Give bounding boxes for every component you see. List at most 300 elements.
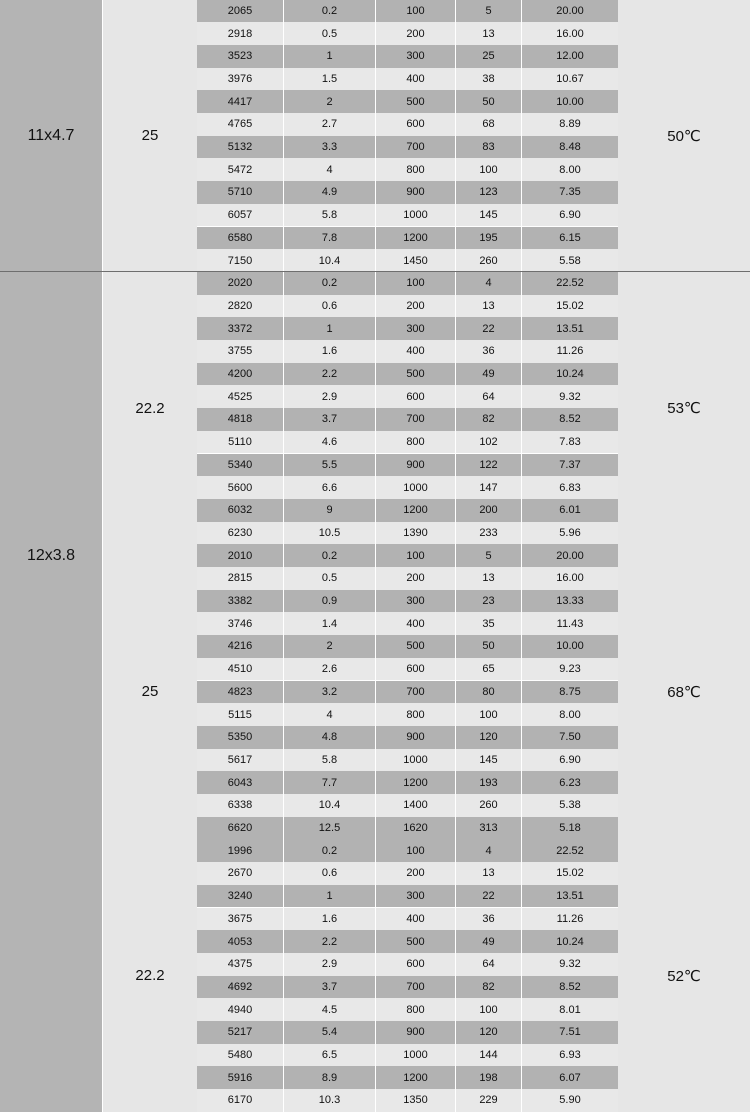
table-row	[197, 930, 618, 953]
power-cell: 195	[456, 227, 522, 250]
table-row	[197, 113, 618, 136]
rpm-cell: 6170	[197, 1089, 284, 1112]
rpm-cell: 4200	[197, 363, 284, 386]
table-row	[197, 476, 618, 499]
efficiency-cell: 6.93	[559, 1049, 581, 1062]
rpm-cell: 4818	[197, 408, 284, 431]
weight-cell: 700	[376, 136, 456, 159]
current-cell: 4.5	[284, 998, 376, 1021]
rpm-cell: 3675	[197, 908, 284, 931]
power-cell: 80	[456, 681, 522, 704]
power-cell: 4	[456, 272, 522, 295]
power-cell: 4	[456, 839, 522, 862]
voltage-label: 22.2	[135, 967, 165, 985]
efficiency-cell: 22.52	[556, 844, 584, 857]
efficiency-cell: 8.75	[559, 685, 581, 698]
rpm-cell: 5350	[197, 726, 284, 749]
power-cell: 65	[456, 658, 522, 681]
efficiency-cell: 5.96	[559, 526, 581, 539]
current-cell: 3.7	[284, 408, 376, 431]
efficiency-cell: 6.90	[559, 753, 581, 766]
weight-cell: 1400	[376, 794, 456, 817]
current-cell: 10.4	[284, 794, 376, 817]
current-cell: 5.8	[284, 749, 376, 772]
current-cell: 2.6	[284, 658, 376, 681]
power-cell: 102	[456, 431, 522, 454]
table-row	[197, 363, 618, 386]
power-cell: 13	[456, 862, 522, 885]
table-row	[197, 68, 618, 91]
current-cell: 0.2	[284, 544, 376, 567]
efficiency-cell: 10.00	[556, 95, 584, 108]
voltage-cell	[102, 0, 197, 272]
power-cell: 13	[456, 22, 522, 45]
power-cell: 313	[456, 817, 522, 840]
weight-cell: 700	[376, 681, 456, 704]
weight-cell: 600	[376, 113, 456, 136]
table-row	[197, 431, 618, 454]
efficiency-cell: 11.26	[556, 912, 584, 925]
current-cell: 10.3	[284, 1089, 376, 1112]
temperature-cell	[618, 544, 750, 839]
efficiency-cell: 8.00	[559, 163, 581, 176]
weight-cell: 300	[376, 45, 456, 68]
table-row	[197, 454, 618, 477]
table-row	[197, 136, 618, 159]
weight-cell: 1200	[376, 1066, 456, 1089]
rpm-cell: 5472	[197, 158, 284, 181]
power-cell: 49	[456, 363, 522, 386]
table-row	[197, 1066, 618, 1089]
temperature-label: 68℃	[667, 683, 701, 701]
table-row	[197, 544, 618, 567]
weight-cell: 1000	[376, 749, 456, 772]
temperature-label: 50℃	[667, 127, 701, 145]
weight-cell: 500	[376, 363, 456, 386]
efficiency-cell: 5.58	[559, 254, 581, 267]
power-cell: 200	[456, 499, 522, 522]
rpm-cell: 4510	[197, 658, 284, 681]
weight-cell: 600	[376, 385, 456, 408]
current-cell: 7.7	[284, 771, 376, 794]
table-row	[197, 158, 618, 181]
rpm-cell: 3372	[197, 317, 284, 340]
motor-size-cell	[0, 0, 102, 272]
power-cell: 145	[456, 204, 522, 227]
table-row	[197, 771, 618, 794]
weight-cell: 900	[376, 1021, 456, 1044]
weight-cell: 400	[376, 908, 456, 931]
current-cell: 0.6	[284, 295, 376, 318]
current-cell: 2.2	[284, 363, 376, 386]
efficiency-cell: 6.07	[559, 1071, 581, 1084]
rpm-cell: 5132	[197, 136, 284, 159]
current-cell: 0.2	[284, 0, 376, 22]
weight-cell: 200	[376, 567, 456, 590]
rpm-cell: 3240	[197, 885, 284, 908]
efficiency-cell: 5.18	[559, 822, 581, 835]
weight-cell: 1000	[376, 476, 456, 499]
rpm-cell: 7150	[197, 249, 284, 272]
power-cell: 260	[456, 794, 522, 817]
table-row	[197, 522, 618, 545]
rpm-cell: 5600	[197, 476, 284, 499]
weight-cell: 500	[376, 635, 456, 658]
table-row	[197, 612, 618, 635]
voltage-label: 22.2	[135, 399, 165, 417]
current-cell: 2	[284, 90, 376, 113]
efficiency-cell: 9.32	[559, 958, 581, 971]
power-cell: 64	[456, 385, 522, 408]
efficiency-cell: 6.83	[559, 481, 581, 494]
power-cell: 49	[456, 930, 522, 953]
table-row	[197, 658, 618, 681]
table-row	[197, 567, 618, 590]
current-cell: 4.8	[284, 726, 376, 749]
rpm-cell: 6230	[197, 522, 284, 545]
efficiency-cell: 22.52	[556, 277, 584, 290]
power-cell: 22	[456, 317, 522, 340]
current-cell: 9	[284, 499, 376, 522]
power-cell: 35	[456, 612, 522, 635]
rpm-cell: 4823	[197, 681, 284, 704]
current-cell: 1.4	[284, 612, 376, 635]
power-cell: 147	[456, 476, 522, 499]
table-row	[197, 227, 618, 250]
current-cell: 3.7	[284, 976, 376, 999]
weight-cell: 1000	[376, 1044, 456, 1067]
current-cell: 5.8	[284, 204, 376, 227]
table-row	[197, 408, 618, 431]
power-cell: 82	[456, 976, 522, 999]
weight-cell: 100	[376, 0, 456, 22]
current-cell: 6.5	[284, 1044, 376, 1067]
efficiency-cell: 7.35	[559, 186, 581, 199]
efficiency-cell: 16.00	[556, 27, 584, 40]
rpm-cell: 6338	[197, 794, 284, 817]
rpm-cell: 4525	[197, 385, 284, 408]
current-cell: 0.2	[284, 272, 376, 295]
current-cell: 3.3	[284, 136, 376, 159]
rpm-cell: 6580	[197, 227, 284, 250]
motor-size-cell	[0, 272, 102, 840]
current-cell: 5.4	[284, 1021, 376, 1044]
rpm-cell: 3755	[197, 340, 284, 363]
table-row	[197, 385, 618, 408]
rpm-cell: 2670	[197, 862, 284, 885]
current-cell: 7.8	[284, 227, 376, 250]
power-cell: 260	[456, 249, 522, 272]
table-row	[197, 862, 618, 885]
rpm-cell: 3746	[197, 612, 284, 635]
current-cell: 2.2	[284, 930, 376, 953]
power-cell: 100	[456, 158, 522, 181]
table-row	[197, 0, 618, 22]
efficiency-cell: 8.01	[559, 1003, 581, 1016]
efficiency-cell: 10.24	[556, 935, 584, 948]
efficiency-cell: 7.50	[559, 731, 581, 744]
power-cell: 38	[456, 68, 522, 91]
efficiency-cell: 5.38	[559, 799, 581, 812]
rpm-cell: 5710	[197, 181, 284, 204]
rpm-cell: 3382	[197, 590, 284, 613]
weight-cell: 600	[376, 953, 456, 976]
rpm-cell: 4417	[197, 90, 284, 113]
current-cell: 3.2	[284, 681, 376, 704]
current-cell: 2.7	[284, 113, 376, 136]
weight-cell: 500	[376, 90, 456, 113]
table-row	[197, 953, 618, 976]
rpm-cell: 4375	[197, 953, 284, 976]
weight-cell: 800	[376, 703, 456, 726]
current-cell: 1	[284, 885, 376, 908]
voltage-cell	[102, 272, 197, 544]
table-row	[197, 703, 618, 726]
power-cell: 144	[456, 1044, 522, 1067]
current-cell: 0.5	[284, 22, 376, 45]
power-cell: 13	[456, 295, 522, 318]
table-row	[197, 635, 618, 658]
motor-size-label: 12x3.8	[26, 546, 76, 564]
current-cell: 0.5	[284, 567, 376, 590]
current-cell: 1.5	[284, 68, 376, 91]
rpm-cell: 4940	[197, 998, 284, 1021]
weight-cell: 200	[376, 862, 456, 885]
table-row	[197, 817, 618, 840]
power-cell: 122	[456, 454, 522, 477]
temperature-cell	[618, 272, 750, 544]
weight-cell: 700	[376, 408, 456, 431]
weight-cell: 400	[376, 612, 456, 635]
weight-cell: 900	[376, 726, 456, 749]
current-cell: 4	[284, 703, 376, 726]
power-cell: 50	[456, 635, 522, 658]
table-row	[197, 317, 618, 340]
power-cell: 229	[456, 1089, 522, 1112]
weight-cell: 400	[376, 340, 456, 363]
current-cell: 8.9	[284, 1066, 376, 1089]
rpm-cell: 3976	[197, 68, 284, 91]
table-row	[197, 885, 618, 908]
power-cell: 120	[456, 1021, 522, 1044]
rpm-cell: 5115	[197, 703, 284, 726]
current-cell: 0.2	[284, 839, 376, 862]
rpm-cell: 2820	[197, 295, 284, 318]
efficiency-cell: 12.00	[556, 50, 584, 63]
power-cell: 23	[456, 590, 522, 613]
power-cell: 13	[456, 567, 522, 590]
weight-cell: 800	[376, 431, 456, 454]
current-cell: 2.9	[284, 953, 376, 976]
current-cell: 1	[284, 317, 376, 340]
power-cell: 83	[456, 136, 522, 159]
table-row	[197, 726, 618, 749]
current-cell: 2	[284, 635, 376, 658]
table-row	[197, 90, 618, 113]
rpm-cell: 5110	[197, 431, 284, 454]
rpm-cell: 2020	[197, 272, 284, 295]
table-row	[197, 22, 618, 45]
current-cell: 5.5	[284, 454, 376, 477]
efficiency-cell: 6.15	[559, 231, 581, 244]
power-cell: 25	[456, 45, 522, 68]
table-row	[197, 181, 618, 204]
efficiency-cell: 8.00	[559, 708, 581, 721]
efficiency-cell: 20.00	[556, 549, 584, 562]
rpm-cell: 6057	[197, 204, 284, 227]
power-cell: 120	[456, 726, 522, 749]
weight-cell: 200	[376, 295, 456, 318]
weight-cell: 1000	[376, 204, 456, 227]
table-row	[197, 681, 618, 704]
efficiency-cell: 5.90	[559, 1094, 581, 1107]
table-row	[197, 45, 618, 68]
current-cell: 0.9	[284, 590, 376, 613]
rpm-cell: 4692	[197, 976, 284, 999]
efficiency-cell: 15.02	[556, 867, 584, 880]
current-cell: 1.6	[284, 340, 376, 363]
current-cell: 6.6	[284, 476, 376, 499]
weight-cell: 1620	[376, 817, 456, 840]
power-cell: 5	[456, 544, 522, 567]
weight-cell: 500	[376, 930, 456, 953]
table-row	[197, 749, 618, 772]
power-cell: 50	[456, 90, 522, 113]
weight-cell: 300	[376, 317, 456, 340]
weight-cell: 200	[376, 22, 456, 45]
voltage-cell	[102, 839, 197, 1111]
efficiency-cell: 7.83	[559, 436, 581, 449]
table-row	[197, 295, 618, 318]
current-cell: 1.6	[284, 908, 376, 931]
efficiency-cell: 11.43	[556, 617, 584, 630]
power-cell: 100	[456, 703, 522, 726]
table-row	[197, 249, 618, 272]
rpm-cell: 2065	[197, 0, 284, 22]
weight-cell: 300	[376, 590, 456, 613]
current-cell: 1	[284, 45, 376, 68]
power-cell: 5	[456, 0, 522, 22]
table-row	[197, 908, 618, 931]
motor-size-cell	[0, 839, 102, 1111]
efficiency-cell: 7.51	[559, 1026, 581, 1039]
efficiency-cell: 8.89	[559, 118, 581, 131]
weight-cell: 1350	[376, 1089, 456, 1112]
weight-cell: 100	[376, 544, 456, 567]
table-row	[197, 499, 618, 522]
temperature-label: 53℃	[667, 400, 701, 418]
rpm-cell: 3523	[197, 45, 284, 68]
rpm-cell: 6620	[197, 817, 284, 840]
efficiency-cell: 6.90	[559, 209, 581, 222]
rpm-cell: 5480	[197, 1044, 284, 1067]
power-cell: 145	[456, 749, 522, 772]
power-cell: 123	[456, 181, 522, 204]
table-row	[197, 794, 618, 817]
rpm-cell: 4765	[197, 113, 284, 136]
efficiency-cell: 13.51	[556, 890, 584, 903]
table-row	[197, 976, 618, 999]
rpm-cell: 4216	[197, 635, 284, 658]
voltage-cell	[102, 544, 197, 839]
efficiency-cell: 6.23	[559, 776, 581, 789]
rpm-cell: 5617	[197, 749, 284, 772]
weight-cell: 1450	[376, 249, 456, 272]
rpm-cell: 2918	[197, 22, 284, 45]
efficiency-cell: 16.00	[556, 572, 584, 585]
power-cell: 193	[456, 771, 522, 794]
efficiency-cell: 13.33	[556, 595, 584, 608]
table-row	[197, 340, 618, 363]
current-cell: 4.6	[284, 431, 376, 454]
efficiency-cell: 6.01	[559, 504, 581, 517]
efficiency-cell: 8.52	[559, 980, 581, 993]
current-cell: 10.4	[284, 249, 376, 272]
weight-cell: 800	[376, 998, 456, 1021]
efficiency-cell: 8.52	[559, 413, 581, 426]
rpm-cell: 6043	[197, 771, 284, 794]
weight-cell: 900	[376, 454, 456, 477]
rpm-cell: 1996	[197, 839, 284, 862]
current-cell: 2.9	[284, 385, 376, 408]
weight-cell: 1200	[376, 499, 456, 522]
efficiency-cell: 10.24	[556, 368, 584, 381]
rpm-cell: 2815	[197, 567, 284, 590]
efficiency-cell: 8.48	[559, 141, 581, 154]
weight-cell: 1390	[376, 522, 456, 545]
current-cell: 0.6	[284, 862, 376, 885]
motor-size-label: 11x4.7	[27, 126, 75, 144]
temperature-cell	[618, 0, 750, 272]
table-row	[197, 998, 618, 1021]
efficiency-cell: 11.26	[556, 345, 584, 358]
efficiency-cell: 9.23	[559, 663, 581, 676]
table-row	[197, 1044, 618, 1067]
table-row	[197, 1089, 618, 1112]
table-row	[197, 204, 618, 227]
current-cell: 10.5	[284, 522, 376, 545]
rpm-cell: 5340	[197, 454, 284, 477]
power-cell: 64	[456, 953, 522, 976]
table-row	[197, 839, 618, 862]
efficiency-cell: 15.02	[556, 299, 584, 312]
table-row	[197, 272, 618, 295]
power-cell: 82	[456, 408, 522, 431]
current-cell: 12.5	[284, 817, 376, 840]
voltage-label: 25	[141, 127, 159, 145]
weight-cell: 900	[376, 181, 456, 204]
efficiency-cell: 9.32	[559, 390, 581, 403]
temperature-cell	[618, 839, 750, 1111]
efficiency-cell: 10.67	[556, 72, 584, 85]
power-cell: 198	[456, 1066, 522, 1089]
power-cell: 22	[456, 885, 522, 908]
rpm-cell: 5916	[197, 1066, 284, 1089]
power-cell: 36	[456, 908, 522, 931]
power-cell: 36	[456, 340, 522, 363]
table-row	[197, 590, 618, 613]
voltage-label: 25	[141, 683, 159, 701]
weight-cell: 1200	[376, 771, 456, 794]
rpm-cell: 2010	[197, 544, 284, 567]
rpm-cell: 4053	[197, 930, 284, 953]
power-cell: 233	[456, 522, 522, 545]
current-cell: 4	[284, 158, 376, 181]
weight-cell: 400	[376, 68, 456, 91]
weight-cell: 600	[376, 658, 456, 681]
table-row	[197, 1021, 618, 1044]
rpm-cell: 6032	[197, 499, 284, 522]
